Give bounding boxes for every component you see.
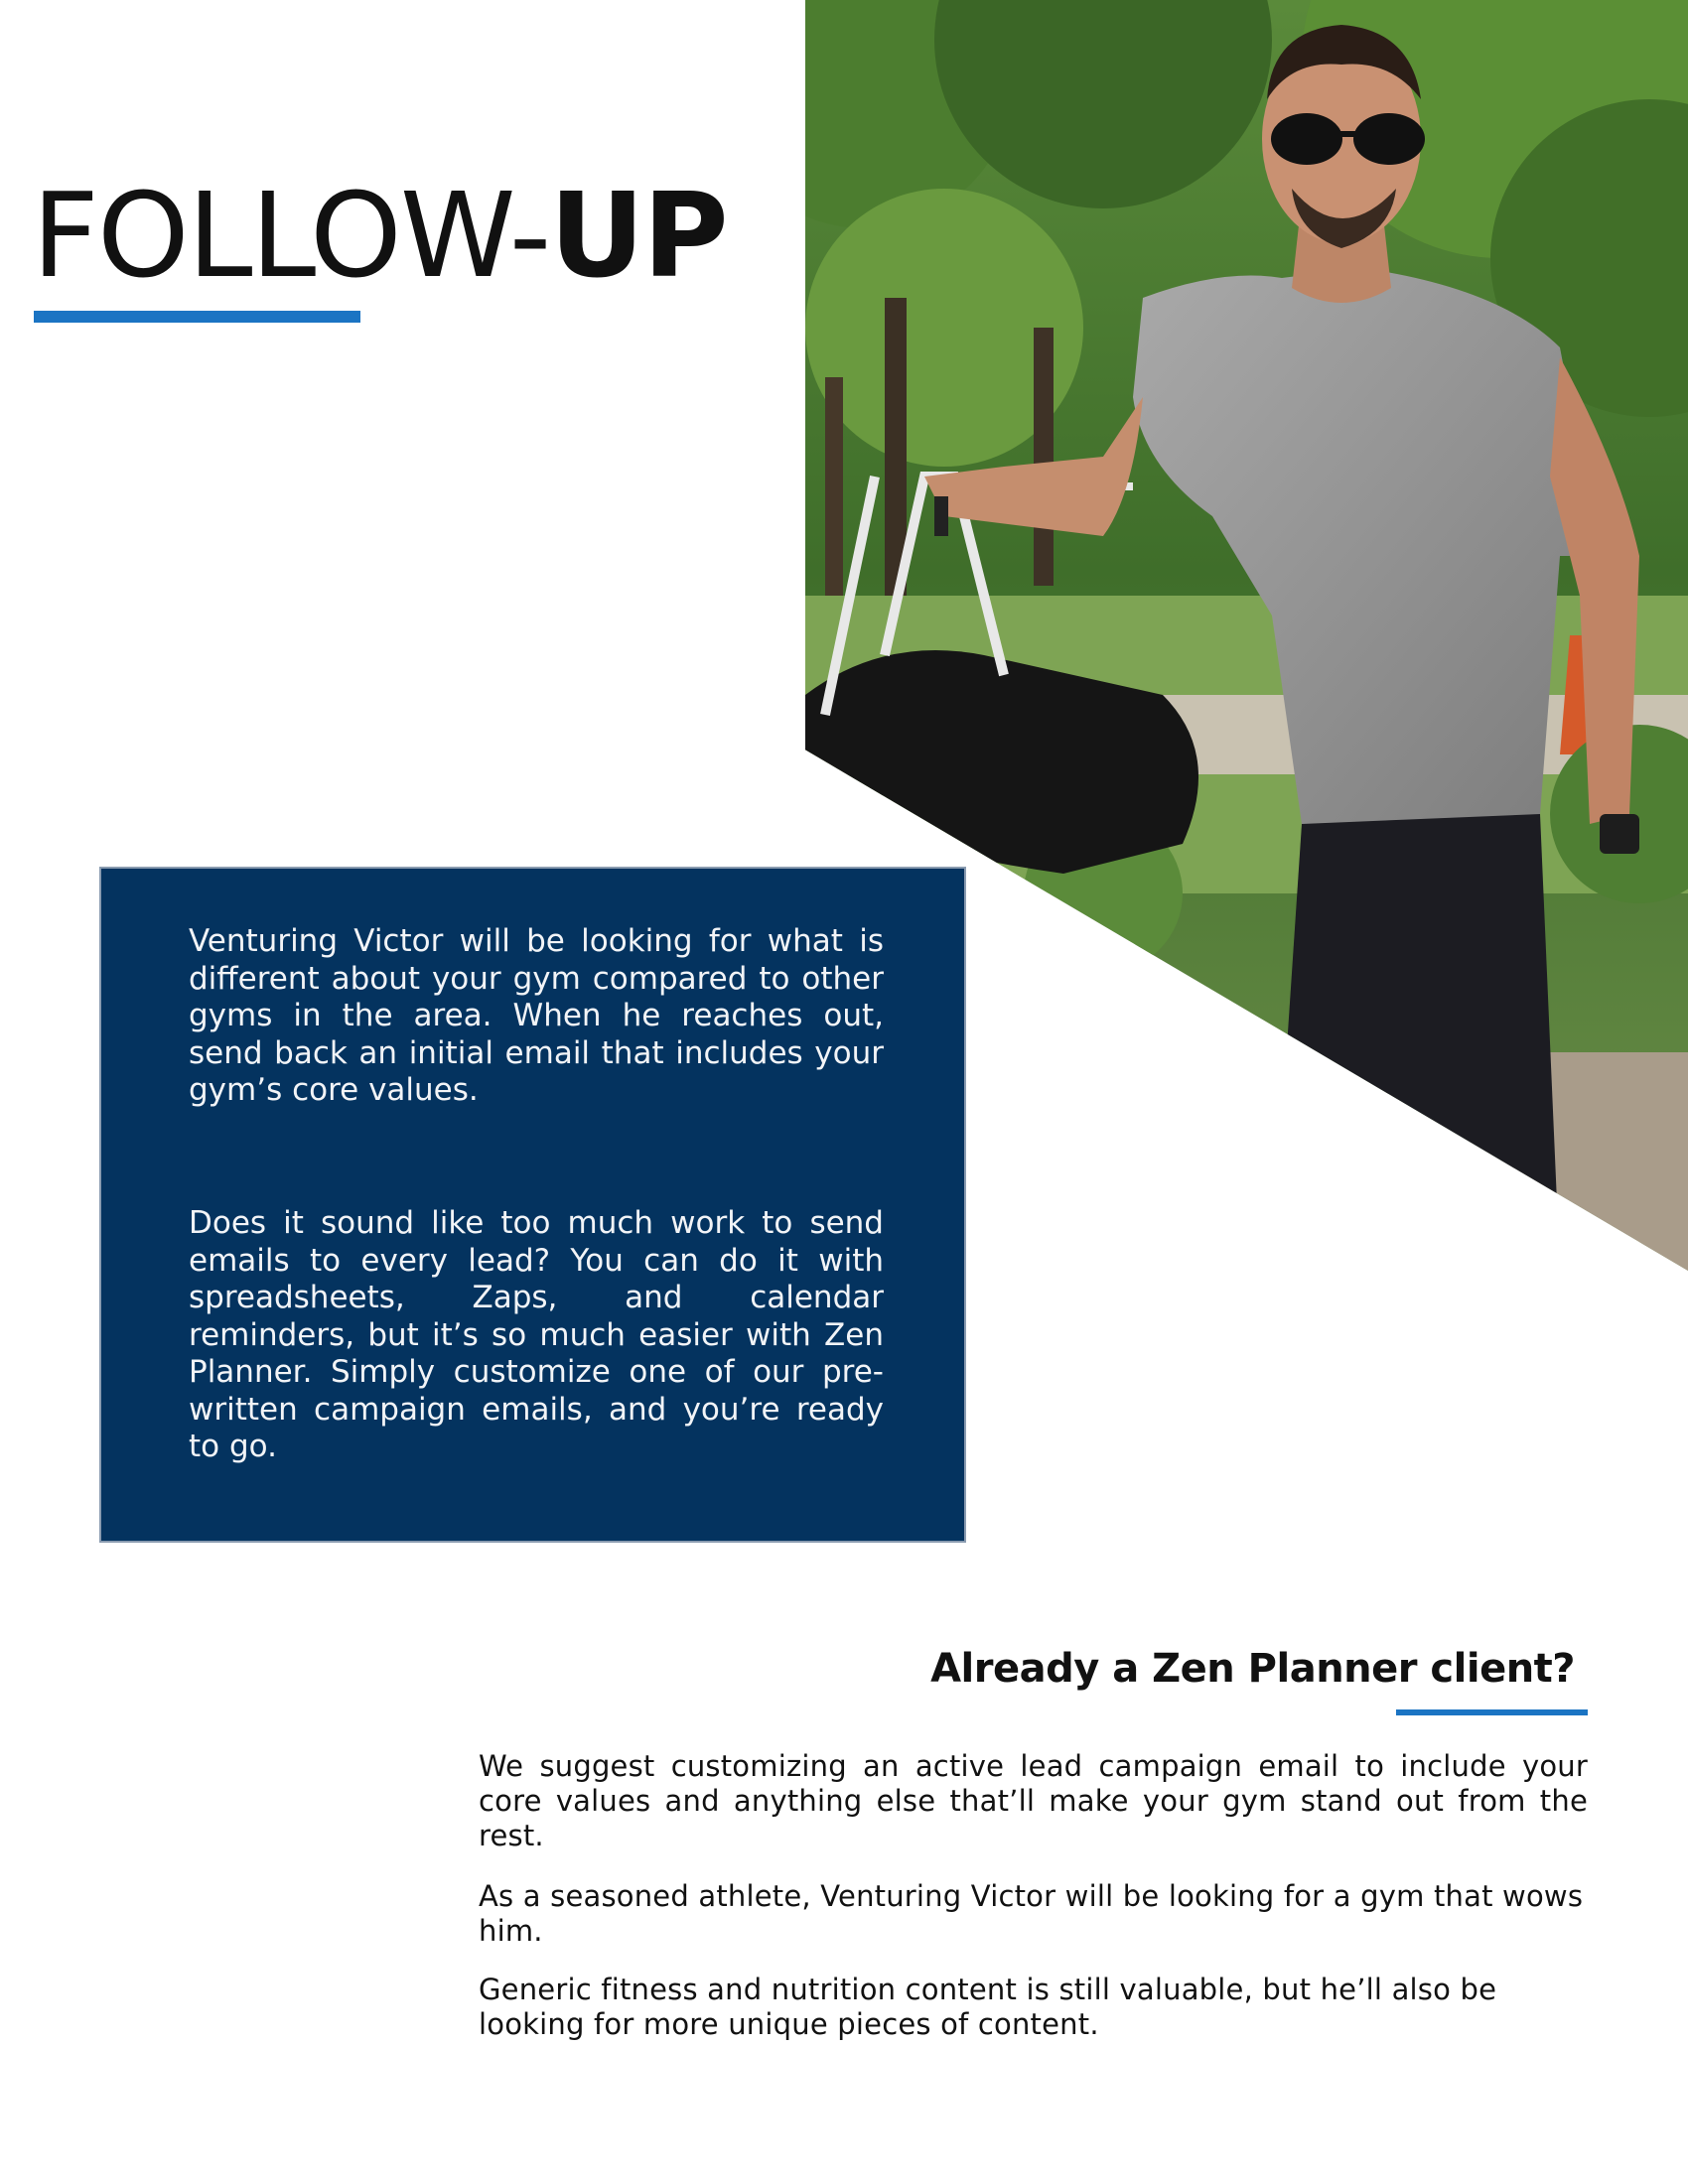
wristwatch-icon	[1600, 814, 1639, 854]
info-box-paragraph-1: Venturing Victor will be looking for what is different about your gym compared to other gyms in the area. When he reaches out, send back an initial email that includes your gym’s core values.	[189, 923, 884, 1108]
client-paragraph-3: Generic fitness and nutrition content is still valuable, but he’ll also be looking for more unique pieces of content.	[479, 1973, 1497, 2041]
client-section-heading: Already a Zen Planner client?	[930, 1646, 1575, 1692]
page-title-bold: UP	[549, 167, 727, 304]
info-box-paragraph-2: Does it sound like too much work to send emails to every lead? You can do it with spreadsheets, Zaps, and calendar reminders, but it’s so much easier with Zen Planner. Simply customize one of our pre-written campaign emails, and you’re ready to go.	[189, 1205, 884, 1464]
client-paragraph-1: We suggest customizing an active lead campaign email to include your core values and anything else that’ll make your gym stand out from the rest.	[479, 1749, 1588, 1852]
wristband	[934, 496, 948, 536]
client-heading-underline	[1396, 1709, 1588, 1715]
page-title-light: FOLLOW-	[32, 167, 550, 304]
title-underline	[34, 311, 360, 323]
page-title	[32, 167, 727, 304]
client-paragraph-2: As a seasoned athlete, Venturing Victor will be looking for a gym that wows him.	[479, 1879, 1584, 1948]
